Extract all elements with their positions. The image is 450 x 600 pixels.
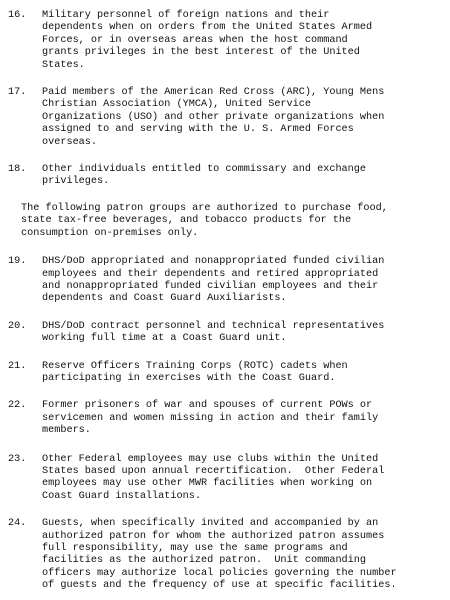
list-item-17 — [8, 87, 440, 149]
item-number: 21. — [8, 360, 27, 372]
item-text: Former prisoners of war and spouses of current POWs or servicemen and women missing in action and their family members. — [42, 400, 379, 437]
intro-paragraph: The following patron groups are authorized to purchase food, state tax-free beverages, and tobacco products for the consumption on-premises only. — [21, 202, 388, 239]
item-text: DHS/DoD contract personnel and technical representatives working full time at a Coast Guard unit. — [42, 320, 385, 345]
list-item-16 — [8, 10, 440, 72]
item-number: 19. — [8, 256, 27, 268]
list-item-24 — [8, 518, 440, 592]
item-text: DHS/DoD appropriated and nonappropriated funded civilian employees and their dependents and retired appropriated and nonappropriated funded civilian employees and their dependents and Coast Guard Auxiliarists. — [42, 256, 385, 305]
list-item-21 — [8, 361, 440, 386]
item-text: Other individuals entitled to commissary and exchange privileges. — [42, 164, 367, 188]
list-item-23 — [8, 454, 440, 504]
list-item-19 — [8, 256, 440, 306]
item-number: 18. — [8, 164, 27, 176]
list-item-18 — [8, 164, 440, 189]
item-number: 24. — [8, 518, 27, 530]
item-text: Reserve Officers Training Corps (ROTC) cadets when participating in exercises with the Coast Guard. — [42, 360, 348, 384]
item-text: Paid members of the American Red Cross (ARC), Young Mens Christian Association (YMCA), United Service Organizations (USO) and other private organizations when assigned to and serving with the U. S. Armed Forces overseas. — [42, 87, 385, 148]
item-text: Guests, when specifically invited and accompanied by an authorized patron for whom the authorized patron assumes full responsibility, may use the same programs and facilities as the authorized patron. Unit commanding officers may authorize local policies governing the number of guests and the frequency of use at specific facilities. — [42, 518, 397, 592]
list-item-22 — [8, 400, 440, 437]
item-number: 17. — [8, 87, 27, 99]
item-number: 16. — [8, 10, 27, 21]
item-number: 23. — [8, 453, 27, 465]
list-item-20 — [8, 321, 440, 346]
item-number: 22. — [8, 400, 27, 412]
item-number: 20. — [8, 320, 27, 332]
item-text: Military personnel of foreign nations and their dependents when on orders from the United States Armed Forces, or in overseas areas when the host command grants privileges in the best interest of the United States. — [42, 10, 373, 71]
item-text: Other Federal employees may use clubs within the United States based upon annual recertification. Other Federal employees may use other MWR facilities when working on Coast Guard installations. — [42, 453, 385, 502]
